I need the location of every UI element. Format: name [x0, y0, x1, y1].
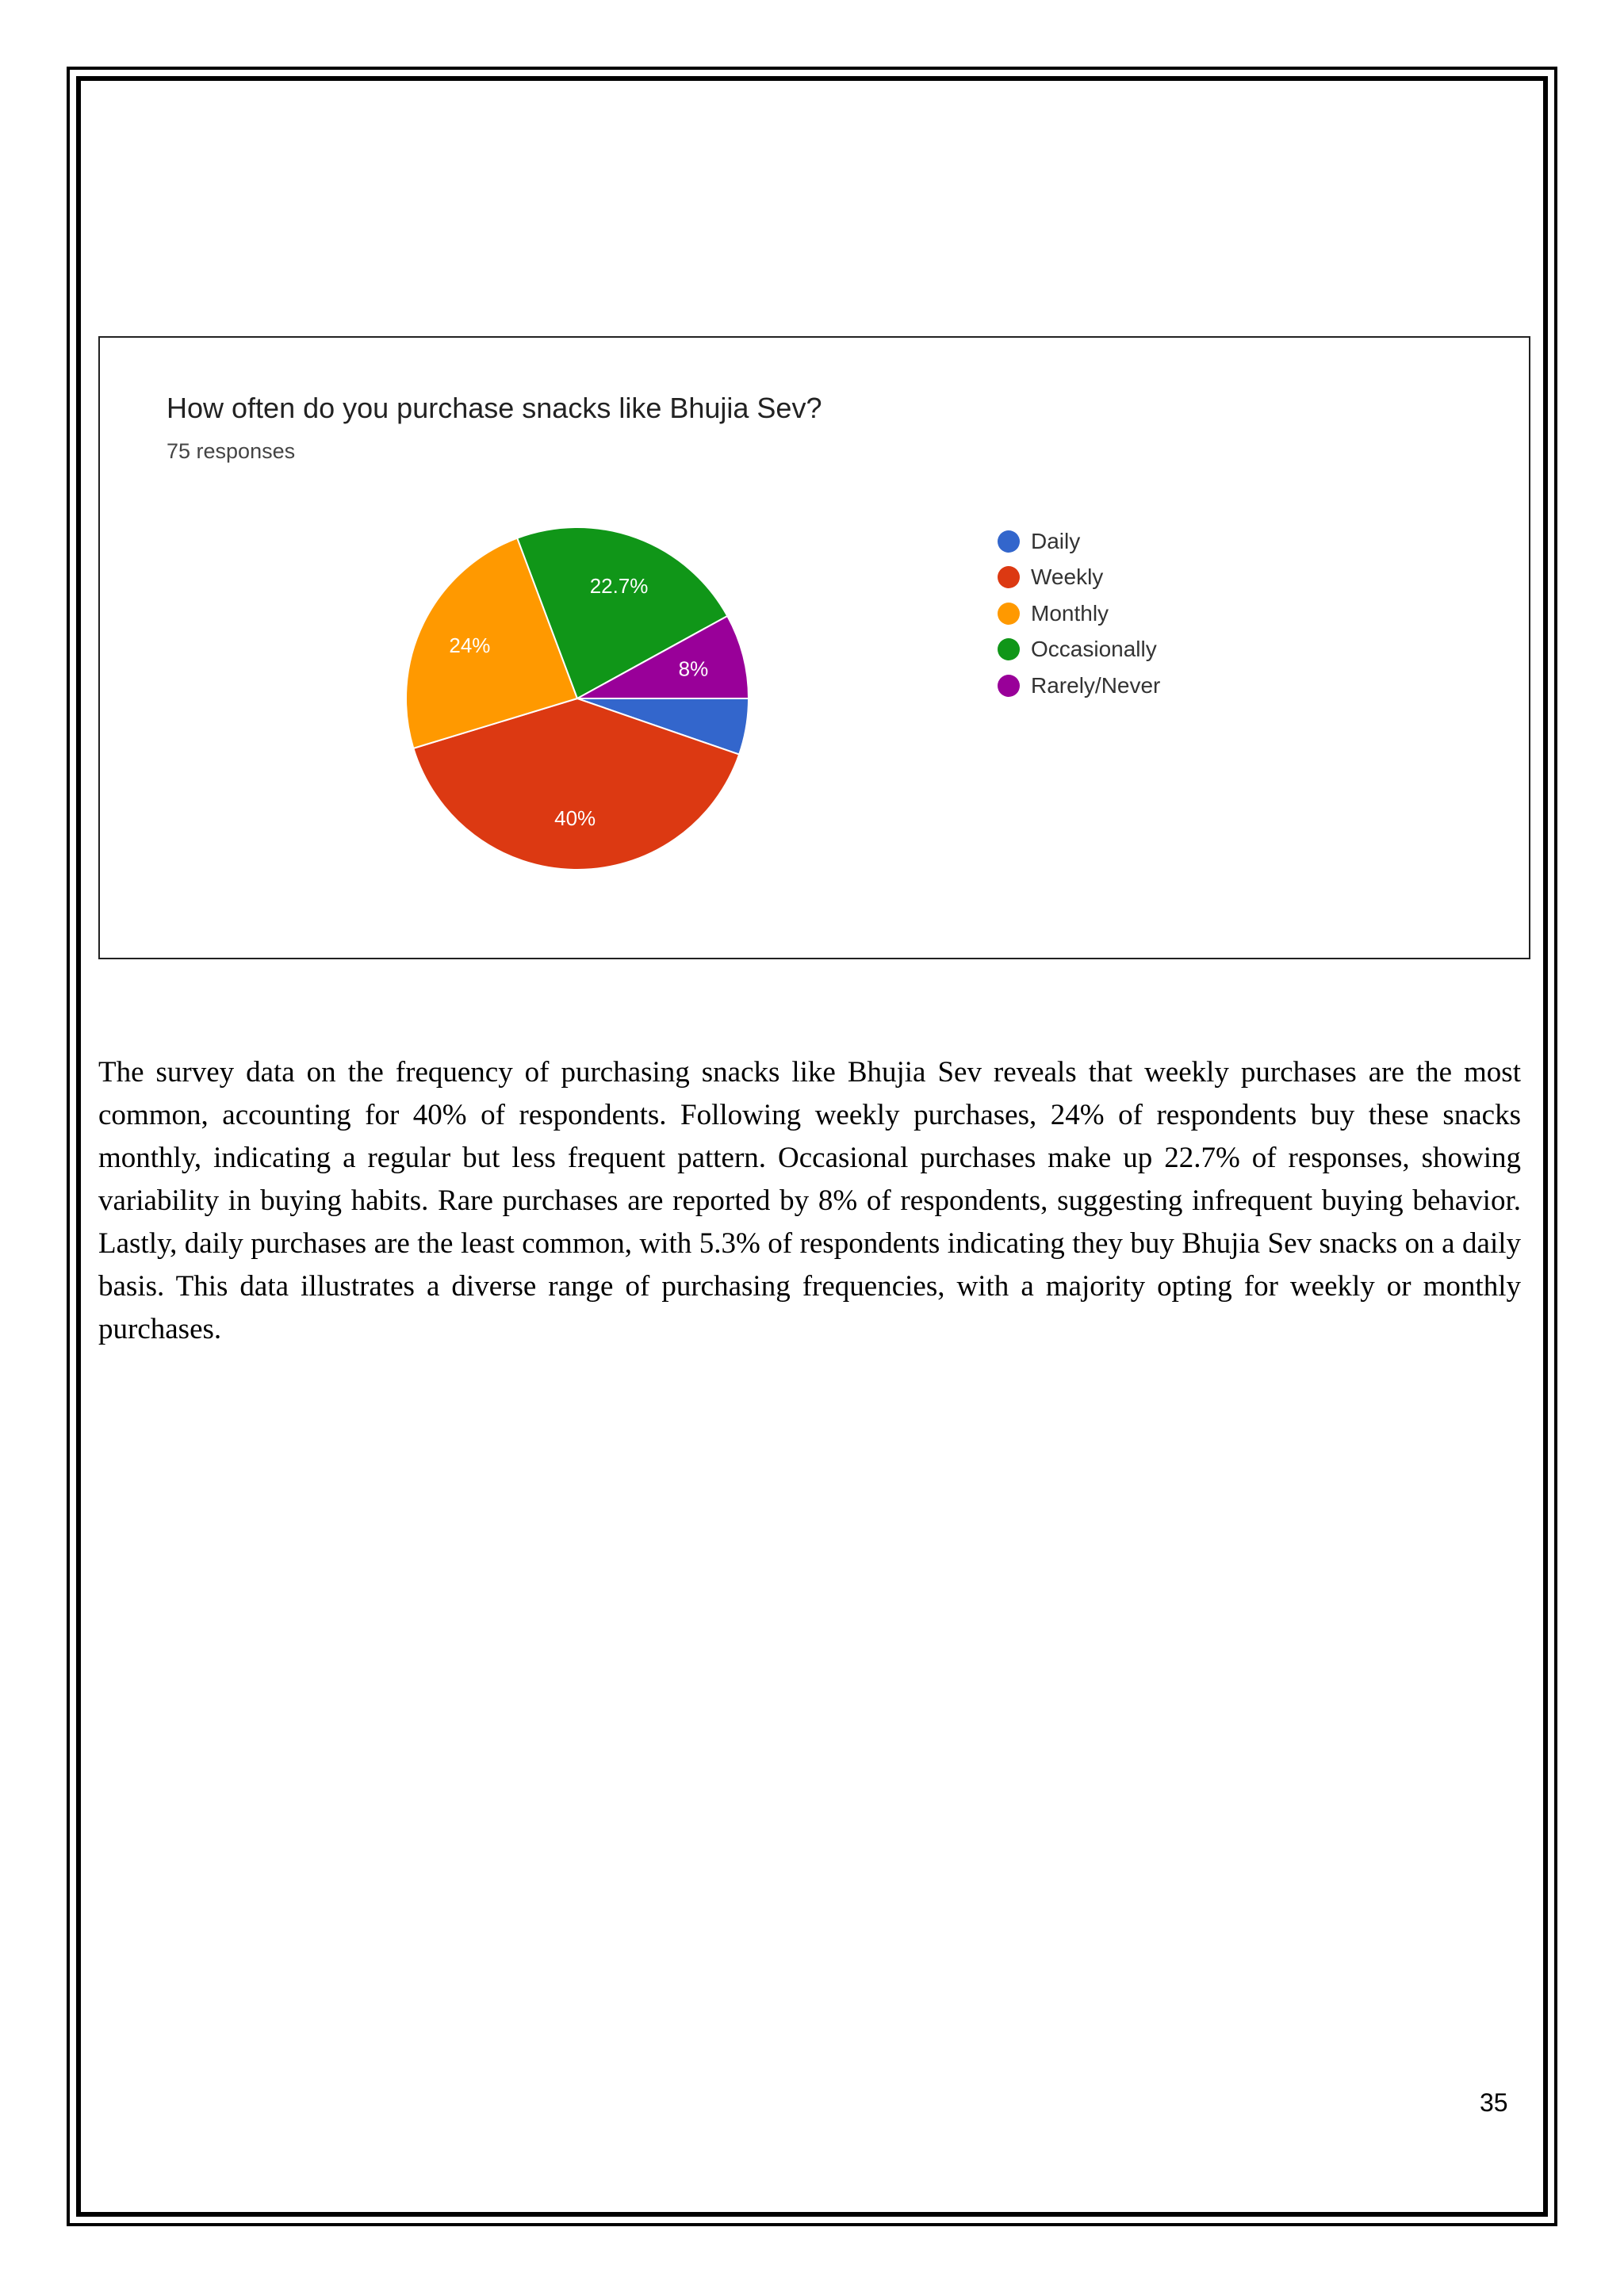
- legend-label: Rarely/Never: [1031, 672, 1161, 698]
- legend-swatch: [998, 638, 1020, 660]
- legend-swatch: [998, 566, 1020, 588]
- legend-item-monthly: [998, 595, 1160, 632]
- legend-label: Monthly: [1031, 600, 1109, 626]
- pie-label-occasionally: 22.7%: [589, 574, 649, 599]
- pie-label-rarely-never: 8%: [678, 656, 709, 681]
- body-paragraph: The survey data on the frequency of purchasing snacks like Bhujia Sev reveals that weekly purchases are the most common, accounting for 40% of respondents. Following weekly purchases, 24% of respondents buy these snacks monthly, indicating a regular but less frequent pattern. Occasional purchases make up 22.7% of responses, showing variability in buying habits. Rare purchases are reported by 8% of respondents, suggesting infrequent buying behavior. Lastly, daily purchases are the least common, with 5.3% of respondents indicating they buy Bhujia Sev snacks on a daily basis. This data illustrates a diverse range of purchasing frequencies, with a majority opting for weekly or monthly purchases.: [98, 1056, 1521, 1345]
- pie-label-weekly: 40%: [554, 806, 596, 831]
- legend-swatch: [998, 603, 1020, 625]
- pie-chart: [100, 338, 1529, 958]
- legend-item-daily: [998, 523, 1160, 560]
- page-number: 35: [1480, 2088, 1508, 2117]
- chart-subtitle: 75 responses: [167, 439, 296, 463]
- legend-swatch: [998, 675, 1020, 697]
- legend-item-rarely-never: [998, 668, 1160, 704]
- chart-legend: [998, 523, 1160, 704]
- chart-title: How often do you purchase snacks like Bhujia Sev?: [167, 392, 822, 424]
- legend-swatch: [998, 530, 1020, 553]
- pie-label-monthly: 24%: [449, 633, 491, 658]
- legend-label: Daily: [1031, 528, 1081, 553]
- legend-label: Weekly: [1031, 564, 1104, 590]
- legend-item-occasionally: [998, 632, 1160, 668]
- legend-label: Occasionally: [1031, 637, 1157, 662]
- legend-item-weekly: [998, 560, 1160, 596]
- chart-frame: [98, 336, 1530, 959]
